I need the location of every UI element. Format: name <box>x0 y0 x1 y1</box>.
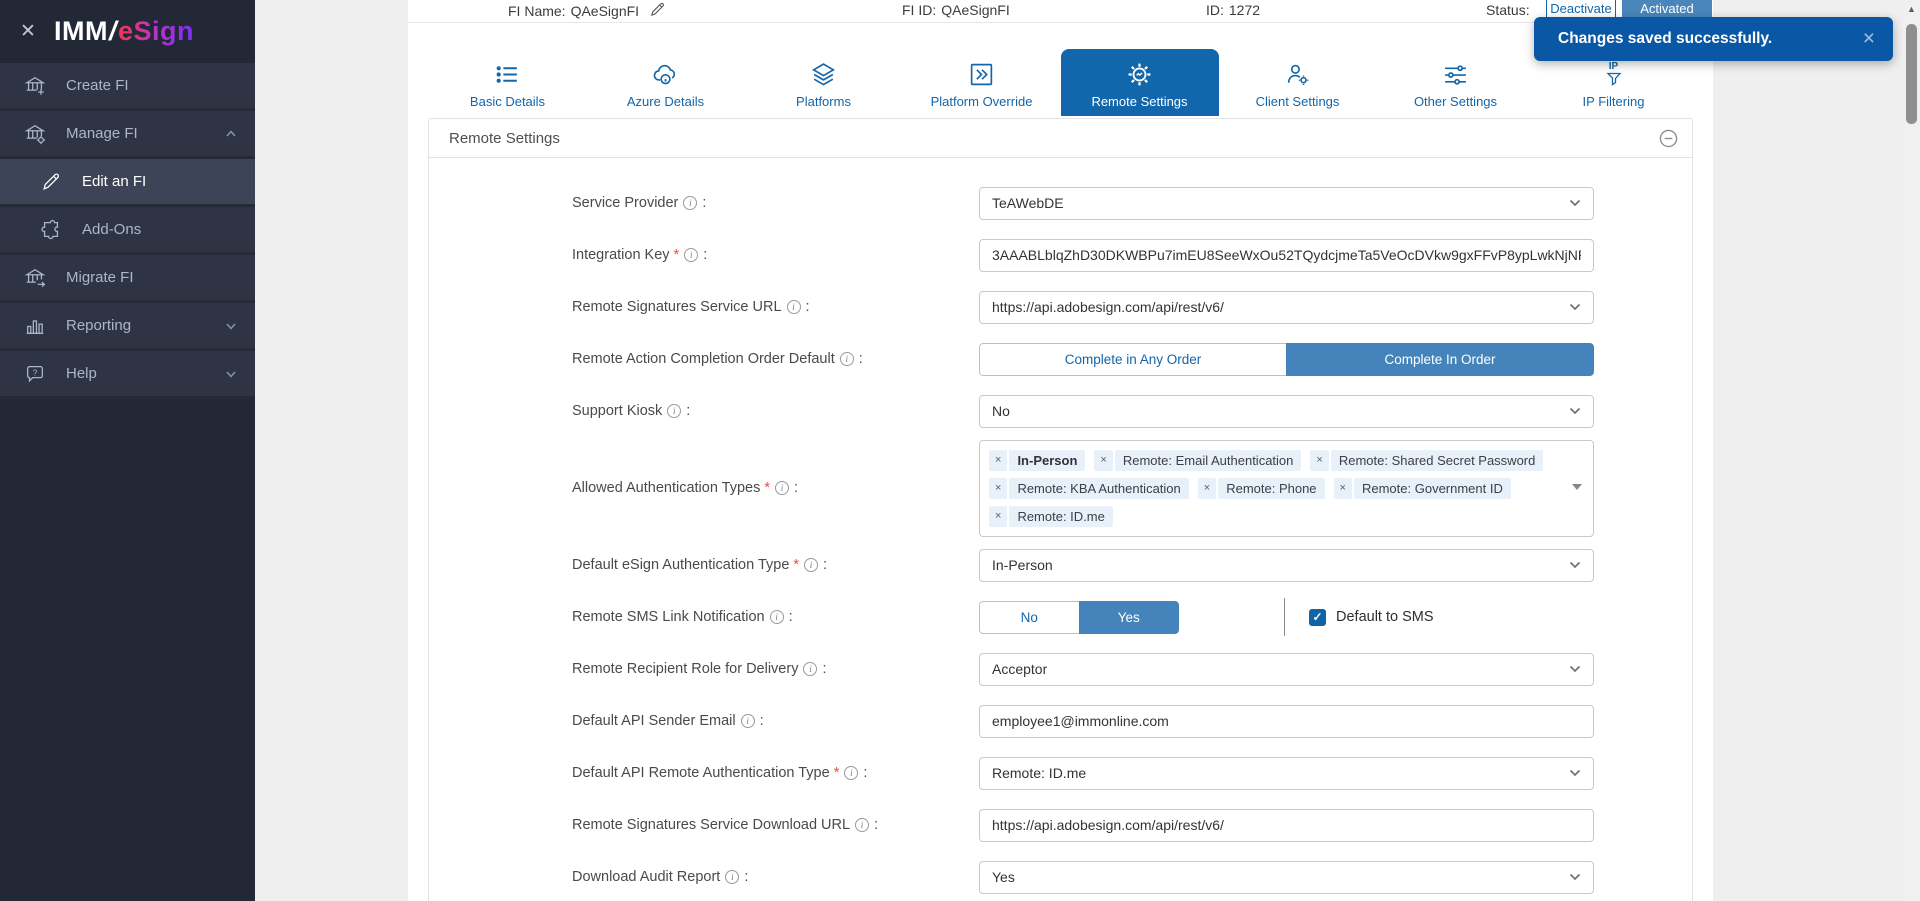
form-row-default-esign-authentication-type <box>429 539 1692 591</box>
sidebar-item-add-ons[interactable] <box>0 207 255 255</box>
vertical-scrollbar[interactable] <box>1903 0 1920 901</box>
info-icon: i <box>684 248 698 262</box>
field-label-service-provider <box>572 195 979 211</box>
field-control <box>979 343 1594 376</box>
label-text: Default eSign Authentication Type <box>572 557 790 573</box>
tab-label: Remote Settings <box>1091 94 1188 109</box>
toggle-option-no[interactable]: No <box>979 601 1079 634</box>
fi-name <box>508 2 665 20</box>
bar-chart-icon <box>24 315 46 337</box>
sidebar-item-label: Manage FI <box>66 125 138 142</box>
label-text: Default API Remote Authentication Type <box>572 765 830 781</box>
sidebar-item-label: Help <box>66 365 97 382</box>
tab-label: Azure Details <box>626 94 705 109</box>
info-icon: i <box>787 300 801 314</box>
topbar <box>408 0 1713 23</box>
tab-label: Platform Override <box>930 94 1033 109</box>
bank-gear-icon <box>24 123 46 145</box>
field-label-default-api-sender-email <box>572 713 979 729</box>
user-gear-icon <box>1284 58 1311 90</box>
ip-icon-text: IP <box>1608 61 1619 72</box>
collapse-panel-icon[interactable] <box>1659 129 1678 148</box>
activated-button[interactable]: Activated <box>1622 0 1712 22</box>
select-value: In-Person <box>992 557 1053 573</box>
chip-label: Remote: ID.me <box>1009 506 1112 527</box>
chip-remove-icon[interactable]: × <box>1334 478 1352 499</box>
form-row-service-provider <box>429 177 1692 229</box>
tab-label: IP Filtering <box>1582 94 1645 109</box>
remote-sms-link-notification-toggle <box>979 601 1179 634</box>
status-label: Status: <box>1486 2 1530 18</box>
form-row-remote-signatures-service-url <box>429 281 1692 333</box>
info-icon: i <box>725 870 739 884</box>
field-label-default-api-remote-authentication-type <box>572 765 979 781</box>
label-colon: : <box>702 195 707 211</box>
label-colon: : <box>858 351 863 367</box>
toggle-option-complete-in-order[interactable]: Complete In Order <box>1286 343 1594 376</box>
default-api-sender-email-input[interactable] <box>979 705 1594 738</box>
puzzle-icon <box>40 219 62 241</box>
chip-remove-icon[interactable]: × <box>1310 450 1328 471</box>
chip-remove-icon[interactable]: × <box>989 506 1007 527</box>
field-label-support-kiosk <box>572 403 979 419</box>
label-text: Support Kiosk <box>572 403 663 419</box>
label-colon: : <box>823 557 828 573</box>
form-row-remote-recipient-role-for-delivery <box>429 643 1692 695</box>
chevron-down-icon <box>223 318 239 334</box>
label-text: Remote Recipient Role for Delivery <box>572 661 799 677</box>
sliders-icon <box>1442 58 1469 90</box>
field-control <box>979 757 1594 790</box>
field-control <box>979 291 1594 324</box>
list-icon <box>494 58 521 90</box>
toggle-option-complete-in-any-order[interactable]: Complete in Any Order <box>979 343 1286 376</box>
info-icon: i <box>770 610 784 624</box>
chip-in-person <box>989 450 1085 471</box>
chevron-down-icon[interactable] <box>1571 482 1583 491</box>
label-colon: : <box>686 403 691 419</box>
chip-label: Remote: KBA Authentication <box>1009 478 1188 499</box>
label-text: Allowed Authentication Types <box>572 480 761 496</box>
form-row-default-api-sender-email <box>429 695 1692 747</box>
field-control <box>979 809 1594 842</box>
form-row-remote-sms-link-notification <box>429 591 1692 643</box>
allowed-authentication-types-multiselect[interactable] <box>979 440 1594 537</box>
tab-azure-details[interactable] <box>587 49 745 116</box>
chip-label: Remote: Phone <box>1218 478 1324 499</box>
tab-other-settings[interactable] <box>1377 49 1535 116</box>
sidebar-logo-bar <box>0 0 255 63</box>
sidebar-item-label: Create FI <box>66 77 129 94</box>
label-colon: : <box>794 480 799 496</box>
info-icon: i <box>775 481 789 495</box>
label-text: Remote SMS Link Notification <box>572 609 765 625</box>
chip-remote-email-authentication <box>1094 450 1301 471</box>
sidebar-item-edit-an-fi[interactable] <box>0 159 255 207</box>
app-logo <box>54 16 194 47</box>
chevron-down-icon <box>1569 199 1581 207</box>
info-icon: i <box>855 818 869 832</box>
sidebar <box>0 0 255 901</box>
edit-fi-name-icon[interactable] <box>650 2 665 20</box>
sidebar-item-label: Edit an FI <box>82 173 147 190</box>
download-audit-report-select[interactable] <box>979 861 1594 894</box>
remote-signatures-service-url-select[interactable] <box>979 291 1594 324</box>
record-id-label: ID: <box>1206 2 1224 18</box>
chip-remote-id-me <box>989 506 1113 527</box>
remote-recipient-role-for-delivery-select[interactable] <box>979 653 1594 686</box>
tab-label: Other Settings <box>1413 94 1498 109</box>
field-control <box>979 598 1594 636</box>
tab-basic-details[interactable] <box>429 49 587 116</box>
label-colon: : <box>805 299 810 315</box>
chevron-down-icon <box>1569 303 1581 311</box>
field-label-integration-key <box>572 247 979 263</box>
tab-label: Client Settings <box>1255 94 1340 109</box>
sidebar-item-manage-fi[interactable] <box>0 111 255 159</box>
chevron-down-icon <box>223 366 239 382</box>
info-icon: i <box>804 558 818 572</box>
label-colon: : <box>788 609 793 625</box>
label-text: Default API Sender Email <box>572 713 736 729</box>
scroll-up-icon[interactable]: ▲ <box>1907 4 1916 14</box>
field-control <box>979 239 1594 272</box>
chip-remote-shared-secret-password <box>1310 450 1543 471</box>
field-label-download-audit-report <box>572 869 979 885</box>
service-provider-select[interactable] <box>979 187 1594 220</box>
field-label-remote-signatures-service-download-url <box>572 817 979 833</box>
toast-message: Changes saved successfully. <box>1558 30 1773 47</box>
fi-name-value: QAeSignFI <box>570 3 640 19</box>
form-row-allowed-authentication-types <box>429 437 1692 539</box>
tab-platform-override[interactable] <box>903 49 1061 116</box>
chip-label: Remote: Shared Secret Password <box>1331 450 1544 471</box>
select-value: Acceptor <box>992 661 1048 677</box>
tab-label: Platforms <box>796 94 851 109</box>
sidebar-item-reporting[interactable] <box>0 303 255 351</box>
content-card <box>408 0 1713 901</box>
required-asterisk: * <box>764 480 771 496</box>
remote-settings-panel <box>428 118 1693 901</box>
scrollbar-thumb[interactable] <box>1906 24 1917 124</box>
label-text: Remote Signatures Service Download URL <box>572 817 851 833</box>
logo-imm: IMM <box>54 16 108 46</box>
select-value: Remote: ID.me <box>992 765 1087 781</box>
field-control <box>979 395 1594 428</box>
tab-remote-settings[interactable] <box>1061 49 1219 116</box>
sidebar-menu <box>0 63 255 399</box>
label-text: Remote Signatures Service URL <box>572 299 782 315</box>
sidebar-item-label: Add-Ons <box>82 221 142 238</box>
integration-key-input[interactable] <box>979 239 1594 272</box>
chip-remote-phone <box>1198 478 1325 499</box>
label-text: Integration Key <box>572 247 670 263</box>
form-row-remote-action-completion-order-default <box>429 333 1692 385</box>
fi-id-value: QAeSignFI <box>941 2 1010 18</box>
toast-close-icon[interactable]: × <box>1862 27 1875 50</box>
tab-client-settings[interactable] <box>1219 49 1377 116</box>
label-text: Remote Action Completion Order Default <box>572 351 835 367</box>
select-value: https://api.adobesign.com/api/rest/v6/ <box>992 299 1224 315</box>
fi-id <box>902 2 1010 18</box>
panel-title: Remote Settings <box>449 129 560 147</box>
select-value: Yes <box>992 869 1015 885</box>
chip-remove-icon[interactable]: × <box>1198 478 1216 499</box>
field-label-allowed-authentication-types <box>572 480 979 496</box>
toast-notification <box>1534 17 1893 61</box>
sidebar-item-migrate-fi[interactable] <box>0 255 255 303</box>
form-row-remote-signatures-service-download-url <box>429 799 1692 851</box>
chevron-down-icon <box>1569 873 1581 881</box>
record-id <box>1206 2 1260 18</box>
label-text: Service Provider <box>572 195 679 211</box>
chevron-down-icon <box>1569 407 1581 415</box>
divider <box>1284 598 1285 636</box>
form-row-integration-key <box>429 229 1692 281</box>
checkbox-label: Default to SMS <box>1336 609 1434 625</box>
ip-filter-icon <box>1606 58 1622 90</box>
info-icon: i <box>803 662 817 676</box>
field-label-remote-action-completion-order-default <box>572 351 979 367</box>
field-control <box>979 440 1594 537</box>
record-id-value: 1272 <box>1228 2 1261 18</box>
logo-esign: eSign <box>118 16 195 46</box>
field-control <box>979 653 1594 686</box>
remote-action-completion-order-default-toggle <box>979 343 1594 376</box>
chevron-down-icon <box>1569 561 1581 569</box>
sidebar-item-label: Migrate FI <box>66 269 134 286</box>
label-colon: : <box>744 869 749 885</box>
remote-signatures-service-download-url-input[interactable] <box>979 809 1594 842</box>
tab-bar <box>408 23 1713 116</box>
select-value: No <box>992 403 1010 419</box>
gear-icon <box>1126 58 1153 90</box>
form-row-download-audit-report <box>429 851 1692 901</box>
sidebar-item-help[interactable] <box>0 351 255 399</box>
page <box>255 0 1920 901</box>
fi-name-label: FI Name: <box>508 3 566 19</box>
label-colon: : <box>759 713 764 729</box>
sidebar-item-label: Reporting <box>66 317 132 334</box>
default-api-remote-authentication-type-select[interactable] <box>979 757 1594 790</box>
checkbox-checked-icon[interactable]: ✓ <box>1309 609 1326 626</box>
info-icon: i <box>840 352 854 366</box>
label-text: Download Audit Report <box>572 869 721 885</box>
logo-slash: / <box>108 16 117 46</box>
info-icon: i <box>741 714 755 728</box>
fi-id-label: FI ID: <box>902 2 937 18</box>
sidebar-close-icon[interactable]: ✕ <box>20 21 36 42</box>
chip-remote-kba-authentication <box>989 478 1189 499</box>
field-control <box>979 549 1594 582</box>
label-colon: : <box>863 765 868 781</box>
chip-label: Remote: Email Authentication <box>1115 450 1302 471</box>
default-esign-authentication-type-select[interactable] <box>979 549 1594 582</box>
field-control <box>979 705 1594 738</box>
chevron-up-icon <box>223 126 239 142</box>
label-colon: : <box>703 247 708 263</box>
tab-platforms[interactable] <box>745 49 903 116</box>
chevron-down-icon <box>1569 769 1581 777</box>
field-control <box>979 861 1594 894</box>
label-colon: : <box>822 661 827 677</box>
select-value: TeAWebDE <box>992 195 1064 211</box>
chip-remove-icon[interactable]: × <box>989 478 1007 499</box>
bank-plus-icon <box>24 75 46 97</box>
chip-label: Remote: Government ID <box>1354 478 1511 499</box>
help-icon <box>24 363 46 385</box>
required-asterisk: * <box>673 247 680 263</box>
svg-text:?: ? <box>32 367 38 377</box>
panel-header <box>429 119 1692 158</box>
info-icon: i <box>844 766 858 780</box>
chip-label: In-Person <box>1009 450 1085 471</box>
form-row-support-kiosk <box>429 385 1692 437</box>
form-row-default-api-remote-authentication-type <box>429 747 1692 799</box>
required-asterisk: * <box>793 557 800 573</box>
cloud-info-icon <box>652 58 679 90</box>
label-colon: : <box>874 817 879 833</box>
default-to-sms-checkbox[interactable] <box>1309 609 1434 626</box>
support-kiosk-select[interactable] <box>979 395 1594 428</box>
info-icon: i <box>667 404 681 418</box>
info-icon: i <box>683 196 697 210</box>
field-label-remote-signatures-service-url <box>572 299 979 315</box>
layers-icon <box>810 58 837 90</box>
chip-remove-icon[interactable]: × <box>1094 450 1112 471</box>
tab-label: Basic Details <box>469 94 546 109</box>
field-label-remote-recipient-role-for-delivery <box>572 661 979 677</box>
required-asterisk: * <box>833 765 840 781</box>
chip-remove-icon[interactable]: × <box>989 450 1007 471</box>
deactivate-button[interactable]: Deactivate <box>1546 0 1616 22</box>
sidebar-item-create-fi[interactable] <box>0 63 255 111</box>
settings-form <box>429 158 1692 901</box>
field-label-default-esign-authentication-type <box>572 557 979 573</box>
chip-remote-government-id <box>1334 478 1511 499</box>
pencil-icon <box>40 171 62 193</box>
field-control <box>979 187 1594 220</box>
bank-arrow-icon <box>24 267 46 289</box>
toggle-option-yes[interactable]: Yes <box>1079 601 1180 634</box>
override-icon <box>968 58 995 90</box>
field-label-remote-sms-link-notification <box>572 609 979 625</box>
chevron-down-icon <box>1569 665 1581 673</box>
